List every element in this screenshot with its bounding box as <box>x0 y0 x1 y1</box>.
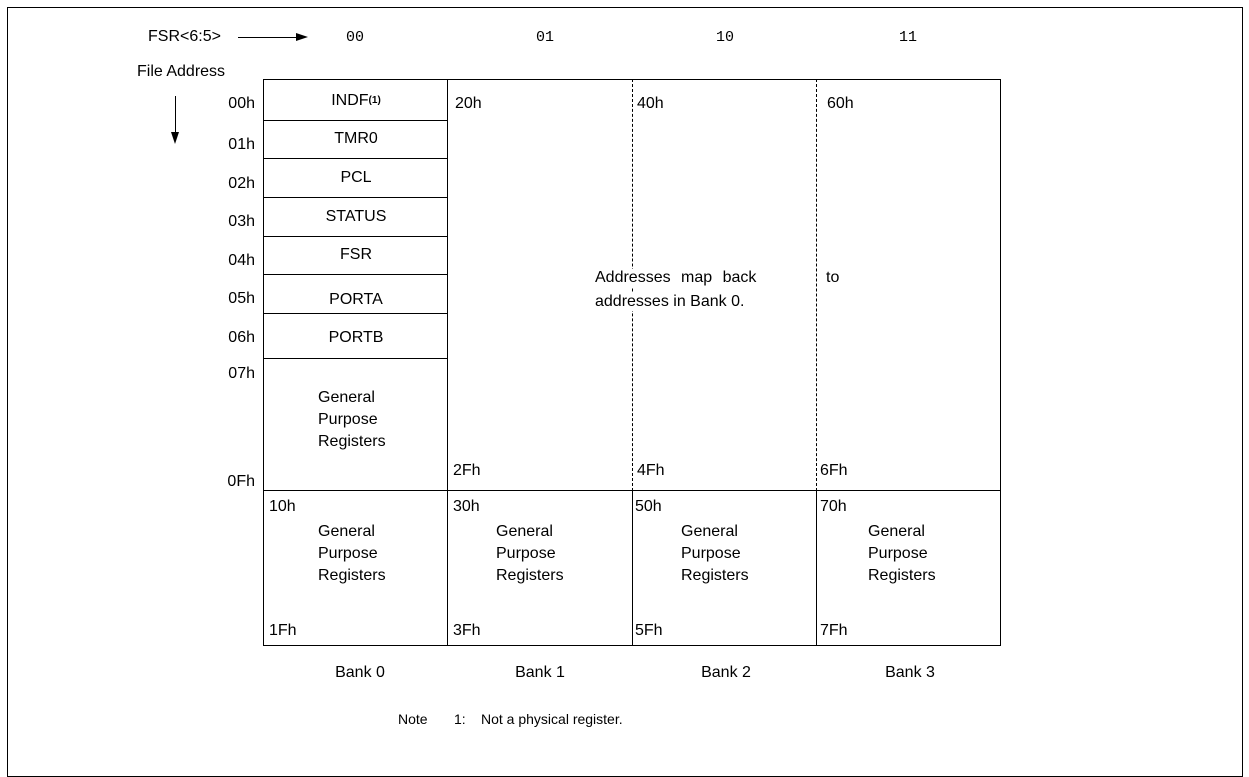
bank3-gpr-lower <box>868 521 936 587</box>
row-address-00h: 00h <box>228 95 255 112</box>
lower-bank-separator <box>816 490 817 646</box>
bank0-lower-start: 10h <box>269 498 296 515</box>
bank-code-10: 10 <box>715 29 734 46</box>
bank1-upper-end: 2Fh <box>453 462 481 479</box>
bank0-lower-end: 1Fh <box>269 622 297 639</box>
register-fsr: FSR <box>340 246 372 263</box>
bank3-upper-end: 6Fh <box>820 462 848 479</box>
gpr-line: General <box>318 389 375 406</box>
map-back-text-line1 <box>593 269 758 287</box>
register-tmr0: TMR0 <box>334 130 378 147</box>
gpr-line: Registers <box>868 567 936 584</box>
map-back-text-part-a: Addresses map back <box>595 269 757 286</box>
bank2-bank3-dashed-separator <box>816 79 817 491</box>
register-status: STATUS <box>325 208 387 225</box>
row-address-06h: 06h <box>228 329 255 346</box>
bank2-gpr-lower <box>681 521 749 587</box>
gpr-line: Purpose <box>868 545 928 562</box>
bank-label-0: Bank 0 <box>335 664 385 681</box>
row-address-01h: 01h <box>228 136 255 153</box>
lower-bank-separator <box>447 490 448 646</box>
bank-label-2: Bank 2 <box>701 664 751 681</box>
gpr-line: General <box>318 523 375 540</box>
row-address-0fh: 0Fh <box>227 473 255 490</box>
bank2-upper-start: 40h <box>637 95 664 112</box>
register-indf-label: INDF <box>331 92 369 109</box>
bank-code-11: 11 <box>898 29 917 46</box>
bank-code-01: 01 <box>535 29 554 46</box>
bank3-lower-end: 7Fh <box>820 622 848 639</box>
bank0-gpr-upper <box>318 387 386 453</box>
gpr-line: Purpose <box>681 545 741 562</box>
sfr-row-separator <box>263 358 448 359</box>
register-portb: PORTB <box>328 329 384 346</box>
gpr-line: Purpose <box>496 545 556 562</box>
bank-label-3: Bank 3 <box>885 664 935 681</box>
gpr-line: General <box>868 523 925 540</box>
gpr-line: Registers <box>496 567 564 584</box>
register-pcl: PCL <box>340 169 372 186</box>
bank2-upper-end: 4Fh <box>637 462 665 479</box>
gpr-line: Purpose <box>318 545 378 562</box>
gpr-line: Registers <box>318 567 386 584</box>
file-address-label: File Address <box>137 63 226 80</box>
gpr-line: Registers <box>318 433 386 450</box>
note-number: 1: <box>454 711 466 727</box>
bank-code-00: 00 <box>345 29 364 46</box>
bank0-gpr-lower <box>318 521 386 587</box>
file-address-arrow-icon <box>171 132 179 144</box>
row-address-07h: 07h <box>228 365 255 382</box>
row-address-02h: 02h <box>228 175 255 192</box>
note-text: Not a physical register. <box>481 711 623 727</box>
row-address-04h: 04h <box>228 252 255 269</box>
fsr-label: FSR<6:5> <box>148 28 221 45</box>
lower-bank-separator <box>632 490 633 646</box>
bank1-gpr-lower <box>496 521 564 587</box>
fsr-arrow-shaft <box>238 37 298 38</box>
bank2-lower-start: 50h <box>635 498 662 515</box>
register-porta: PORTA <box>329 291 383 308</box>
file-address-arrow-shaft <box>175 96 176 134</box>
fsr-arrow-icon <box>296 33 308 41</box>
bank1-upper-start: 20h <box>455 95 482 112</box>
gpr-line: General <box>496 523 553 540</box>
sfr-row-separator <box>263 274 448 275</box>
bank3-upper-start: 60h <box>827 95 854 112</box>
gpr-line: General <box>681 523 738 540</box>
gpr-line: Purpose <box>318 411 378 428</box>
bank3-lower-start: 70h <box>820 498 847 515</box>
bank1-lower-start: 30h <box>453 498 480 515</box>
bank2-lower-end: 5Fh <box>635 622 663 639</box>
row-address-05h: 05h <box>228 290 255 307</box>
map-back-text-line2: addresses in Bank 0. <box>595 293 745 310</box>
bank1-lower-end: 3Fh <box>453 622 481 639</box>
note-label: Note <box>398 711 428 727</box>
register-indf: INDF (1) <box>331 92 381 109</box>
row-address-03h: 03h <box>228 213 255 230</box>
bank-label-1: Bank 1 <box>515 664 565 681</box>
gpr-line: Registers <box>681 567 749 584</box>
map-back-text-to: to <box>826 269 840 286</box>
